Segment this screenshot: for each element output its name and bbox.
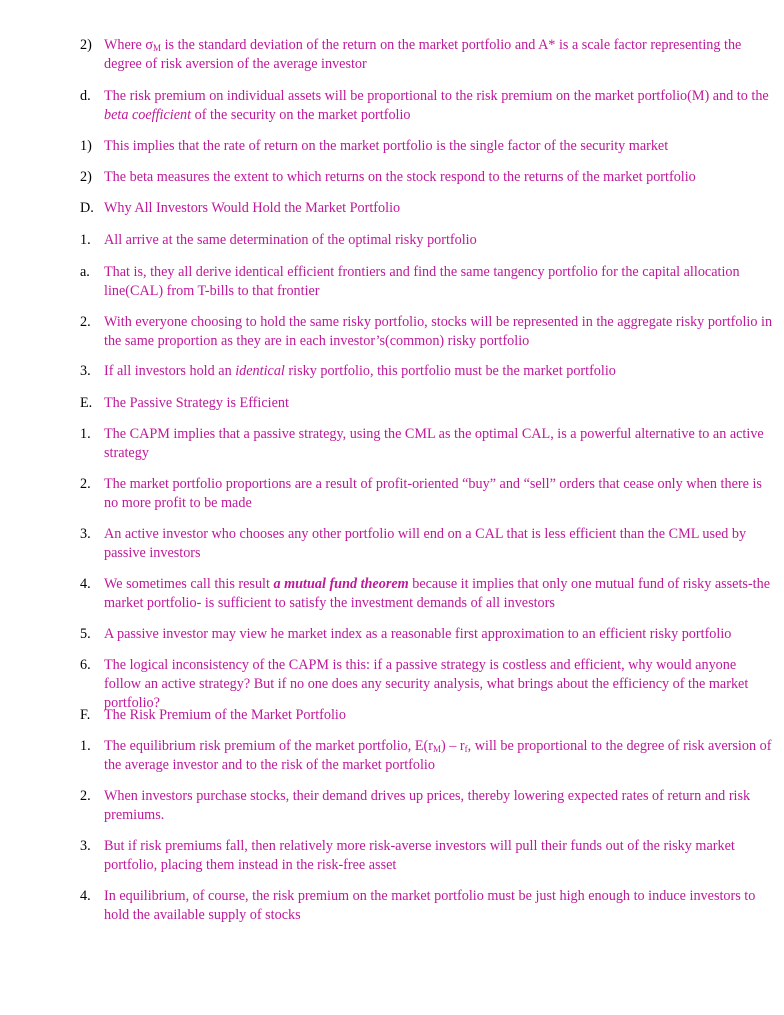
item-marker: 6. bbox=[80, 657, 91, 673]
item-marker: 1. bbox=[80, 738, 91, 754]
item-text: When investors purchase stocks, their demand drives up prices, thereby lowering expected rates of return and risk premiums. bbox=[104, 788, 751, 823]
item-marker: 1) bbox=[80, 138, 92, 154]
item-text: The logical inconsistency of the CAPM is this: if a passive strategy is costless and efficient, why would anyone follow an active strategy? But if no one does any security analysis, what brings about the efficiency of the market portfolio? bbox=[104, 657, 749, 711]
item-marker: 3. bbox=[80, 838, 91, 854]
item-marker: 2. bbox=[80, 788, 91, 804]
item-text: This implies that the rate of return on the market portfolio is the single factor of the security market bbox=[104, 138, 669, 154]
item-text: The Passive Strategy is Efficient bbox=[104, 395, 289, 411]
item-text: Where $\sigma_M$ is the standard deviation of the return on the market portfolio and A* is a scale factor representing the degree of risk aversion of the average investor bbox=[104, 37, 742, 72]
item-text: The beta measures the extent to which returns on the stock respond to the returns of the market portfolio bbox=[104, 169, 696, 185]
item-marker: 3. bbox=[80, 363, 91, 379]
item-text: A passive investor may view he market index as a reasonable first approximation to an efficient risky portfolio bbox=[104, 626, 732, 642]
item-text: We sometimes call this result a mutual fund theorem because it implies that only one mutual fund of risky assets-the market portfolio- is sufficient to satisfy the investment demands of all investors bbox=[104, 576, 770, 611]
item-text: An active investor who chooses any other portfolio will end on a CAL that is less efficient than the CML used by passive investors bbox=[104, 526, 747, 561]
item-text: The market portfolio proportions are a result of profit-oriented “buy” and “sell” orders that cease only when there is no more profit to be made bbox=[104, 476, 762, 511]
item-text: But if risk premiums fall, then relatively more risk-averse investors will pull their funds out of the risky market portfolio, placing them instead in the risk-free asset bbox=[104, 838, 735, 873]
item-marker: E. bbox=[80, 395, 93, 411]
item-marker: 1. bbox=[80, 232, 91, 248]
item-marker: 2) bbox=[80, 37, 92, 53]
item-text: All arrive at the same determination of the optimal risky portfolio bbox=[104, 232, 477, 248]
item-marker: 3. bbox=[80, 526, 91, 542]
item-marker: d. bbox=[80, 88, 91, 104]
item-marker: a. bbox=[80, 264, 90, 280]
item-marker: 2) bbox=[80, 169, 92, 185]
item-marker: 4. bbox=[80, 888, 91, 904]
item-text: That is, they all derive identical efficient frontiers and find the same tangency portfolio for the capital allocation line(CAL) from T-bills to that frontier bbox=[104, 264, 740, 299]
item-text: The equilibrium risk premium of the market portfolio, $E(r_M) - r_f$, will be proportional to the degree of risk aversion of the average investor and to the risk of the market portfolio bbox=[104, 738, 772, 773]
item-marker: 2. bbox=[80, 476, 91, 492]
item-marker: 2. bbox=[80, 314, 91, 330]
item-text: The risk premium on individual assets will be proportional to the risk premium on the market portfolio(M) and to the beta coefficient of the security on the market portfolio bbox=[104, 88, 769, 123]
item-marker: 5. bbox=[80, 626, 91, 642]
item-text: The CAPM implies that a passive strategy, using the CML as the optimal CAL, is a powerful alternative to an active strategy bbox=[104, 426, 764, 461]
item-text: With everyone choosing to hold the same risky portfolio, stocks will be represented in the aggregate risky portfolio in the same proportion as they are in each investor’s(common) risky portfolio bbox=[104, 314, 773, 349]
item-text: Why All Investors Would Hold the Market Portfolio bbox=[104, 200, 401, 216]
item-text: In equilibrium, of course, the risk premium on the market portfolio must be just high enough to induce investors to hold the available supply of stocks bbox=[104, 888, 756, 923]
item-marker: 4. bbox=[80, 576, 91, 592]
item-text: If all investors hold an identical risky portfolio, this portfolio must be the market portfolio bbox=[104, 363, 616, 379]
item-marker: 1. bbox=[80, 426, 91, 442]
item-text: The Risk Premium of the Market Portfolio bbox=[104, 707, 346, 723]
item-marker: D. bbox=[80, 200, 94, 216]
item-marker: F. bbox=[80, 707, 91, 723]
